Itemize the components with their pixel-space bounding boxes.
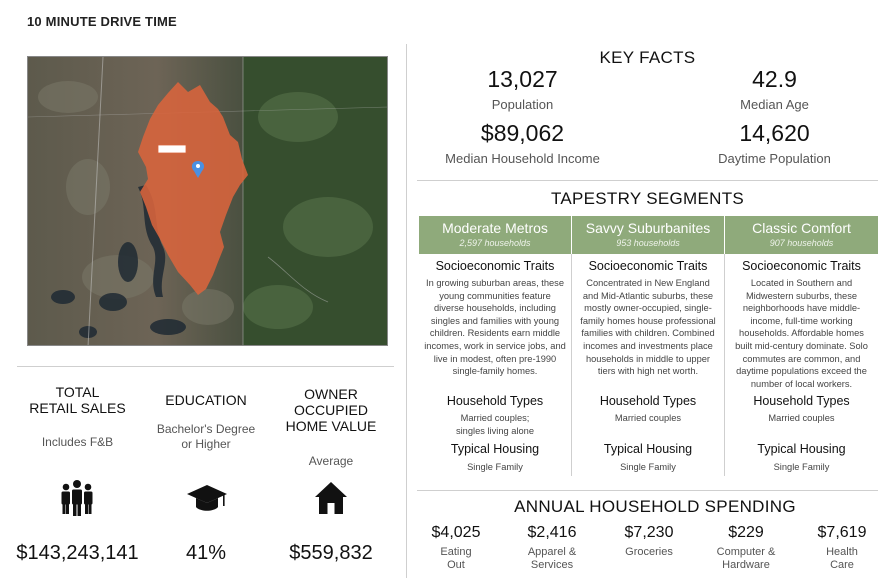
traits-line: neighborhoods have middle-	[742, 303, 861, 314]
spending-value: $4,025	[431, 524, 481, 541]
traits-label: Socioeconomic Traits	[435, 259, 555, 273]
graduation-cap-icon	[186, 484, 228, 514]
people-group-icon	[58, 479, 96, 517]
drive-time-map[interactable]	[27, 56, 388, 346]
stat-heading: OWNER OCCUPIED	[294, 386, 368, 418]
hh-types-savvy-suburbanites	[572, 394, 724, 425]
hh-types-label: Household Types	[446, 394, 544, 408]
segment-savvy-suburbanites	[572, 216, 724, 378]
spending-computer	[705, 524, 787, 572]
spending-label: Health	[826, 546, 858, 558]
spending-label: Services	[530, 559, 574, 571]
key-fact-population	[420, 66, 625, 112]
keyfacts-divider	[417, 180, 878, 181]
spending-health-care	[801, 524, 883, 572]
spending-label: Eating	[440, 546, 472, 558]
segment-header	[572, 216, 724, 254]
vertical-divider	[406, 44, 407, 578]
stat-heading: HOME VALUE	[285, 418, 377, 434]
spending-label: Hardware	[722, 559, 770, 571]
traits-line: Located in Southern and	[750, 278, 853, 288]
spending-value: $7,619	[817, 524, 867, 541]
spending-value: $7,230	[624, 524, 674, 541]
traits-line: Midwestern suburbs, these	[745, 290, 858, 301]
hh-types-label: Household Types	[599, 394, 697, 408]
hh-types-moderate-metros	[419, 394, 571, 437]
stat-retail-sales	[17, 384, 138, 450]
housing-label: Typical Housing	[603, 442, 693, 456]
housing-label: Typical Housing	[450, 442, 540, 456]
spending-heading: ANNUAL HOUSEHOLD SPENDING	[514, 497, 796, 516]
hh-types-line: Married couples	[614, 413, 682, 423]
hh-types-line: Married couples;	[460, 413, 530, 423]
key-fact-value: 14,620	[739, 120, 810, 146]
hh-types-line: singles living alone	[455, 425, 535, 436]
spending-label: Out	[447, 559, 465, 571]
key-facts-heading: KEY FACTS	[599, 48, 696, 67]
traits-line: number of local workers.	[750, 378, 853, 389]
housing-value: Single Family	[773, 462, 830, 472]
stat-heading: TOTAL	[55, 384, 100, 400]
spending-apparel	[511, 524, 593, 572]
stat-subtitle: Bachelor's Degree	[156, 422, 256, 436]
traits-line: diverse households, including	[434, 303, 556, 314]
spending-groceries	[608, 524, 690, 559]
traits-line: families with children. Combined	[581, 328, 715, 339]
hh-types-label: Household Types	[753, 394, 850, 408]
retail-sales-value: $143,243,141	[16, 542, 139, 564]
traits-line: daytime populations exceed the	[736, 366, 867, 377]
housing-label: Typical Housing	[757, 442, 846, 456]
left-divider	[17, 366, 394, 367]
segment-name: Savvy Suburbanites	[585, 220, 711, 236]
key-fact-label: Median Age	[740, 97, 809, 112]
segment-traits	[572, 277, 724, 378]
traits-line: incomes and investments place	[583, 340, 713, 351]
segment-traits	[419, 277, 571, 378]
page-title: 10 MINUTE DRIVE TIME	[27, 14, 177, 29]
traits-line: and Mid-Atlantic suburbs, these	[582, 290, 714, 301]
stat-heading: EDUCATION	[165, 392, 247, 408]
key-fact-value: $89,062	[480, 120, 565, 146]
traits-line: built mid-century dominate. Solo	[735, 340, 868, 351]
segment-classic-comfort	[725, 216, 878, 390]
stat-heading: RETAIL SALES	[29, 400, 126, 416]
key-fact-value: 42.9	[752, 66, 797, 92]
traits-line: mostly owner-occupied, single-	[584, 303, 712, 314]
tapestry-heading: TAPESTRY SEGMENTS	[550, 189, 745, 208]
traits-line: single-family homes.	[452, 366, 538, 377]
traits-line: income, full-time working	[750, 315, 853, 326]
key-fact-value: 13,027	[487, 66, 558, 92]
key-fact-daytime-population	[672, 120, 877, 166]
key-fact-median-income	[420, 120, 625, 166]
spending-label: Care	[830, 559, 854, 571]
traits-line: family homes house professional	[580, 315, 716, 326]
stat-subtitle: or Higher	[181, 437, 231, 451]
tapestry-divider	[417, 490, 878, 491]
housing-savvy-suburbanites	[572, 442, 724, 474]
house-icon	[314, 481, 348, 515]
key-fact-label: Daytime Population	[718, 151, 831, 166]
hh-types-line: Married couples	[768, 413, 835, 423]
traits-line: In growing suburban areas, these	[426, 278, 564, 288]
spending-value: $229	[728, 524, 764, 541]
traits-line: tiers with high net worth.	[597, 366, 699, 377]
traits-line: Concentrated in New England	[586, 278, 710, 288]
key-fact-median-age	[672, 66, 877, 112]
key-fact-label: Median Household Income	[445, 151, 600, 166]
segment-households: 953 households	[616, 238, 680, 248]
stat-subtitle: Average	[308, 454, 354, 468]
traits-line: households in middle to upper	[585, 353, 711, 364]
map-image	[28, 57, 388, 346]
segment-name: Classic Comfort	[752, 220, 851, 236]
housing-value: Single Family	[467, 462, 523, 472]
spending-label: Apparel &	[527, 546, 577, 558]
traits-label: Socioeconomic Traits	[742, 259, 861, 273]
traits-line: incomes, work in service jobs, and	[424, 340, 566, 351]
segment-households: 2,597 households	[459, 238, 531, 248]
housing-value: Single Family	[620, 462, 676, 472]
traits-label: Socioeconomic Traits	[588, 259, 708, 273]
traits-line: live in modest, often pre-1990	[433, 353, 557, 364]
home-value-value: $559,832	[289, 542, 373, 564]
education-value: 41%	[185, 542, 227, 564]
traits-line: young communities feature	[439, 290, 551, 301]
housing-classic-comfort	[725, 442, 878, 474]
spending-eating-out	[415, 524, 497, 572]
traits-line: children. Residents earn middle	[429, 328, 561, 339]
key-fact-label: Population	[491, 97, 554, 112]
traits-line: singles and families with young	[430, 315, 560, 326]
housing-moderate-metros	[419, 442, 571, 474]
spending-label: Computer &	[716, 546, 776, 558]
segment-households: 907 households	[769, 238, 834, 248]
spending-label: Groceries	[625, 546, 673, 558]
segment-traits	[725, 277, 878, 390]
spending-value: $2,416	[527, 524, 577, 541]
segment-name: Moderate Metros	[442, 220, 548, 236]
stat-home-value	[266, 386, 396, 469]
stat-education	[143, 392, 269, 452]
stat-subtitle: Includes F&B	[41, 435, 114, 449]
traits-line: commutes are common, and	[742, 353, 861, 364]
hh-types-classic-comfort	[725, 394, 878, 425]
segment-header	[419, 216, 571, 254]
segment-header	[725, 216, 878, 254]
traits-line: households. Affordable homes	[739, 328, 864, 339]
segment-moderate-metros	[419, 216, 571, 378]
